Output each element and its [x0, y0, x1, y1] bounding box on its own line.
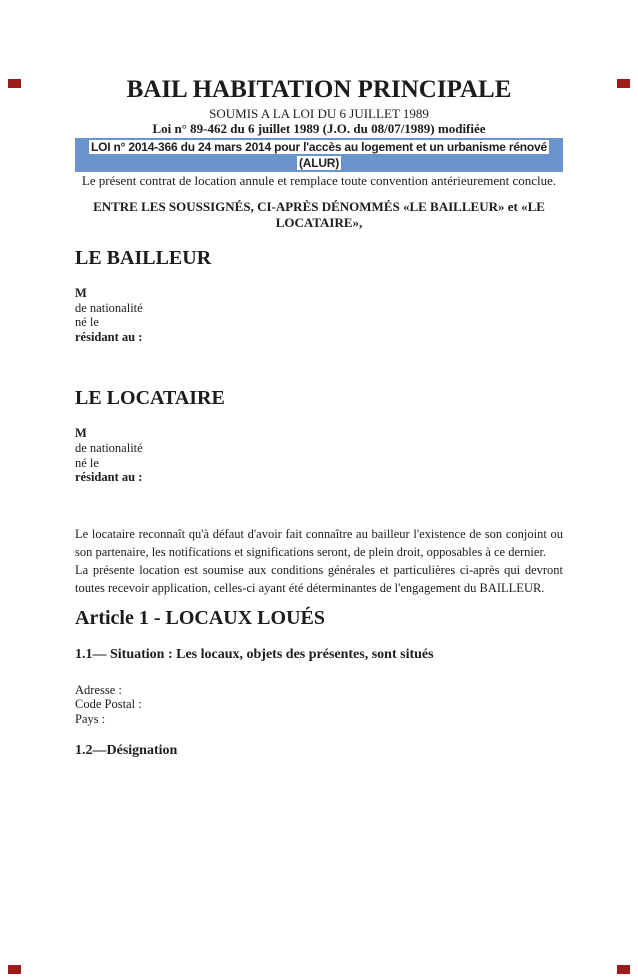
- bailleur-fields: [75, 286, 563, 344]
- corner-marker-bottom-left: [8, 965, 21, 974]
- locataire-fields: [75, 426, 563, 484]
- bailleur-heading: LE BAILLEUR: [75, 247, 212, 269]
- locataire-birthdate-label: né le: [75, 455, 99, 470]
- section-1-1-heading: 1.1— Situation : Les locaux, objets des présentes, sont situés: [75, 646, 434, 662]
- locataire-nationality-label: de nationalité: [75, 440, 143, 455]
- locataire-civility: M: [75, 426, 87, 441]
- subtitle-loi-1989: SOUMIS A LA LOI DU 6 JUILLET 1989: [209, 105, 429, 121]
- alur-highlight-block: [75, 138, 563, 172]
- section-1-2-heading: 1.2—Désignation: [75, 742, 178, 758]
- alur-line-2-text: (ALUR): [298, 155, 340, 170]
- parties-intro: ENTRE LES SOUSSIGNÉS, CI-APRÈS DÉNOMMÉS «LE BAILLEUR» et «LE LOCATAIRE»,: [93, 199, 545, 230]
- subtitle-loi-modifiee: Loi n° 89-462 du 6 juillet 1989 (J.O. du 08/07/1989) modifiée: [152, 120, 486, 136]
- corner-marker-top-left: [8, 79, 21, 88]
- locataire-residence-label: résidant au :: [75, 470, 143, 485]
- clause-conjoint: Le locataire reconnaît qu'à défaut d'avoir fait connaître au bailleur l'existence de son conjoint ou son partenaire, les notifications et significations seront, de plein droit, opposables à ce dernier.: [75, 526, 563, 559]
- locataire-heading: LE LOCATAIRE: [75, 387, 225, 410]
- document-title: BAIL HABITATION PRINCIPALE: [126, 76, 512, 103]
- document-page: [0, 76, 638, 979]
- alur-line-2: [75, 155, 563, 171]
- bailleur-civility: M: [75, 286, 87, 300]
- article-1-heading: Article 1 - LOCAUX LOUÉS: [75, 606, 325, 629]
- alur-line-1: [75, 139, 563, 155]
- alur-line-1-text: LOI n° 2014-366 du 24 mars 2014 pour l'accès au logement et un urbanisme rénové: [90, 139, 548, 154]
- document-body: [0, 76, 638, 760]
- address-label: Adresse :: [75, 682, 122, 697]
- bailleur-nationality-label: de nationalité: [75, 300, 143, 315]
- postal-code-label: Code Postal :: [75, 697, 142, 712]
- corner-marker-top-right: [617, 79, 630, 88]
- bailleur-birthdate-label: né le: [75, 315, 99, 330]
- replacement-notice: Le présent contrat de location annule et remplace toute convention antérieurement conclue.: [81, 172, 557, 188]
- clause-conditions: La présente location est soumise aux conditions générales et particulières ci-après qui devront toutes recevoir application, celles-ci ayant été déterminantes de l'engagement du BAILLEUR.: [75, 562, 563, 595]
- bailleur-residence-label: résidant au :: [75, 329, 143, 344]
- address-fields: [75, 683, 563, 727]
- country-label: Pays :: [75, 711, 106, 726]
- corner-marker-bottom-right: [617, 965, 630, 974]
